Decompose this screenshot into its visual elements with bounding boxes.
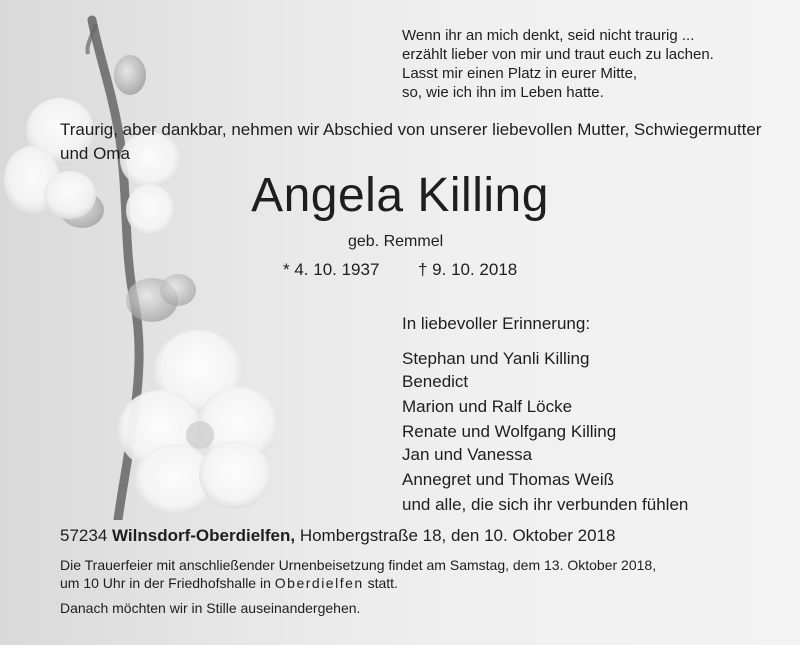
mourner-line: und alle, die sich ihr verbunden fühlen [402,495,689,514]
town-name: Wilnsdorf-Oberdielfen, [112,526,296,545]
ceremony-text: um 10 Uhr in der Friedhofshalle in [60,575,271,591]
memory-heading: In liebevoller Erinnerung: [402,314,591,333]
mourner-group [402,420,688,466]
ceremony-place: Oberdielfen [274,575,364,591]
poem-line: Lasst mir einen Platz in eurer Mitte, [402,65,638,82]
mourner-group [402,347,688,393]
mourner-line: Benedict [402,372,469,391]
poem-line: so, wie ich ihn im Leben hatte. [402,84,604,101]
mourner-group [402,493,688,516]
plum-blossom-background-image [0,0,300,520]
mourner-group [402,468,688,491]
ceremony-text: statt. [367,575,398,591]
death-date: † 9. 10. 2018 [418,260,518,279]
ceremony-line: Die Trauerfeier mit anschließender Urnenbeisetzung findet am Samstag, dem 13. Oktober 2018, [60,557,657,573]
location-date-line [60,526,615,546]
deceased-name: Angela Killing [251,169,549,222]
poem-verse [402,26,714,102]
intro-text: Traurig, aber dankbar, nehmen wir Abschied von unserer liebevollen Mutter, Schwiegermutter und Oma [60,120,762,163]
poem-line: Wenn ihr an mich denkt, seid nicht traurig ... [402,27,695,44]
birth-date: * 4. 10. 1937 [283,260,380,279]
mourner-line: Renate und Wolfgang Killing [402,422,617,441]
mourner-line: Stephan und Yanli Killing [402,349,590,368]
mourner-group [402,395,688,418]
mourners-block [402,312,688,518]
address-date: Hombergstraße 18, den 10. Oktober 2018 [299,526,616,545]
maiden-name: geb. Remmel [348,233,444,250]
mourner-line: Jan und Vanessa [402,445,533,464]
ceremony-info [60,556,780,592]
postal-code: 57234 [60,526,108,545]
poem-line: erzählt lieber von mir und traut euch zu lachen. [402,46,714,63]
mourner-line: Annegret und Thomas Weiß [402,470,614,489]
ceremony-line [60,574,780,592]
closing-text: Danach möchten wir in Stille auseinandergehen. [60,600,361,616]
mourner-line: Marion und Ralf Löcke [402,397,573,416]
